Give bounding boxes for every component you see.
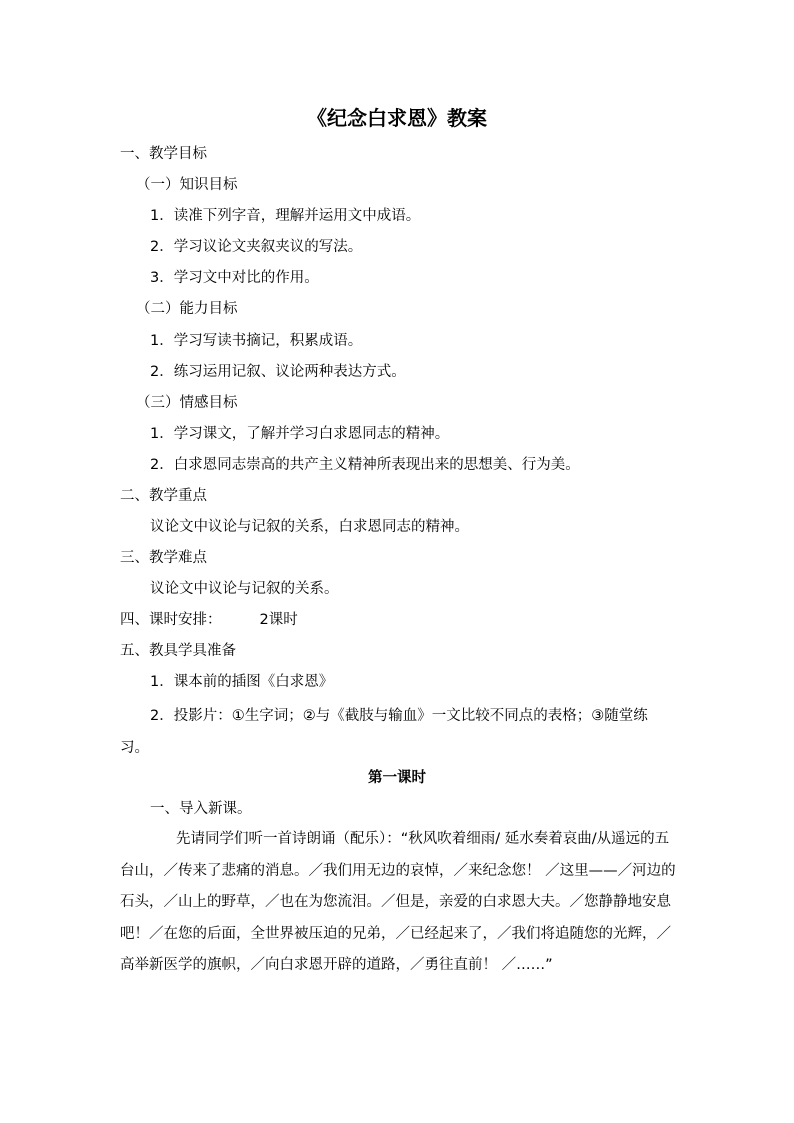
subheading-ability-goals: （二）能力目标 bbox=[136, 301, 238, 317]
subheading-knowledge-goals: （一）知识目标 bbox=[136, 177, 238, 193]
difficulties-text: 议论文中议论与记叙的关系。 bbox=[150, 581, 339, 597]
list-item: 2．白求恩同志崇高的共产主义精神所表现出来的思想美、行为美。 bbox=[150, 457, 580, 473]
subheading-emotion-goals: （三）情感目标 bbox=[136, 395, 238, 411]
list-item: 1．读准下列字音，理解并运用文中成语。 bbox=[150, 208, 421, 224]
list-item: 1．学习课文，了解并学习白求恩同志的精神。 bbox=[150, 426, 450, 442]
list-item: 2．学习议论文夹叙夹议的写法。 bbox=[150, 239, 363, 255]
section-heading-key-points: 二、教学重点 bbox=[120, 488, 207, 504]
key-points-text: 议论文中议论与记叙的关系，白求恩同志的精神。 bbox=[150, 519, 469, 535]
list-item: 2．练习运用记叙、议论两种表达方式。 bbox=[150, 364, 406, 380]
materials-item-2: 2．投影片：①生字词；②与《截肢与输血》一文比较不同点的表格；③随堂练习。 bbox=[120, 708, 648, 756]
list-item: 1．课本前的插图《白求恩》 bbox=[150, 674, 334, 690]
schedule-label: 四、课时安排： bbox=[120, 612, 222, 628]
section-heading-schedule bbox=[120, 609, 298, 631]
list-item: 3．学习文中对比的作用。 bbox=[150, 270, 319, 286]
lesson-title: 第一课时 bbox=[368, 769, 426, 786]
list-item: 1．学习写读书摘记，积累成语。 bbox=[150, 333, 363, 349]
lesson-step-heading: 一、导入新课。 bbox=[150, 801, 252, 817]
section-heading-difficulties: 三、教学难点 bbox=[120, 550, 207, 566]
poem-paragraph: 先请同学们听一首诗朗诵（配乐）：“秋风吹着细雨/ 延水奏着哀曲/从遥远的五台山，／传来了悲痛的消息。／我们用无边的哀悼，／来纪念您！ ／这里——／河边的石头，／山上的野草，／也在为您流泪。／但是，亲爱的白求恩大夫。／您静静地安息吧！／在您的后面，全世界被压迫的兄弟，／已经起来了，／我们将追随您的光辉，／高举新医学的旗帜，／向白求恩开辟的道路，／勇往直前！ ／……” bbox=[120, 831, 676, 973]
document-title: 《纪念白求恩》教案 bbox=[307, 106, 487, 130]
schedule-value: 2课时 bbox=[259, 612, 298, 628]
section-heading-materials: 五、教具学具准备 bbox=[120, 643, 236, 659]
section-heading-teaching-goals: 一、教学目标 bbox=[120, 146, 207, 162]
